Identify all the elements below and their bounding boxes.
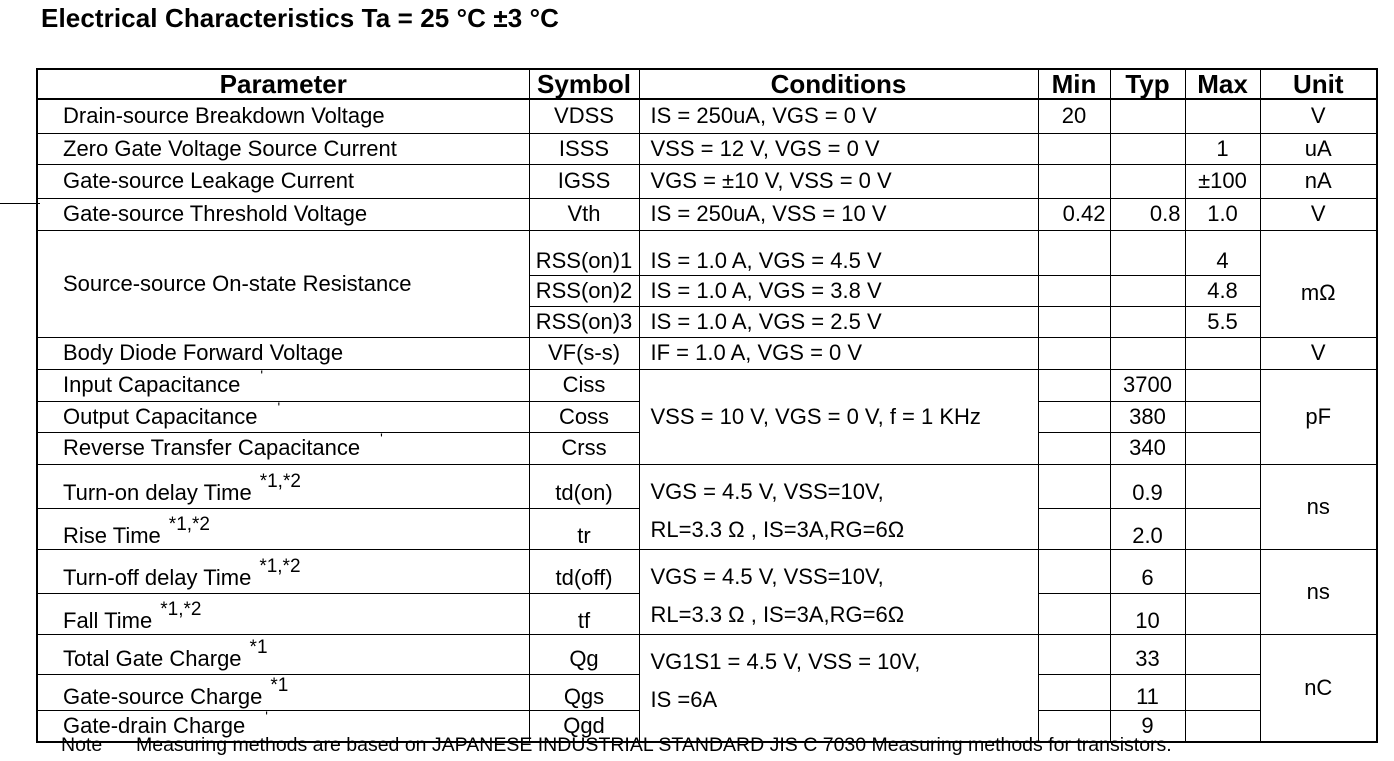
param-label: Input Capacitance xyxy=(63,372,241,397)
min-cell xyxy=(1038,306,1110,337)
param-cell xyxy=(37,464,529,509)
typ-cell: 10 xyxy=(1110,594,1185,634)
symbol-cell: RSS(on)3 xyxy=(529,306,639,337)
margin-rule xyxy=(0,203,40,204)
conditions-cell: IS = 250uA, VSS = 10 V xyxy=(639,198,1038,230)
max-cell: 4 xyxy=(1185,230,1260,275)
table-row xyxy=(37,337,1377,369)
param-cell: Body Diode Forward Voltage xyxy=(37,337,529,369)
symbol-cell: VDSS xyxy=(529,99,639,133)
unit-cell: pF xyxy=(1260,369,1377,464)
typ-cell: 340 xyxy=(1110,432,1185,464)
max-cell: 1.0 xyxy=(1185,198,1260,230)
footnote-mark: *1,*2 xyxy=(168,513,210,535)
symbol-cell: VF(s-s) xyxy=(529,337,639,369)
typ-cell: 9 xyxy=(1110,710,1185,742)
footnote-mark: *1,*2 xyxy=(259,556,301,578)
conditions-cell: VGS = ±10 V, VSS = 0 V xyxy=(639,164,1038,198)
param-cell xyxy=(37,369,529,401)
conditions-cell xyxy=(639,634,1038,742)
unit-cell: V xyxy=(1260,198,1377,230)
max-cell xyxy=(1185,99,1260,133)
footnote-mark: ' xyxy=(380,430,383,446)
conditions-cell: VSS = 12 V, VGS = 0 V xyxy=(639,133,1038,164)
param-cell: Gate-source Leakage Current xyxy=(37,164,529,198)
header-typ: Typ xyxy=(1110,69,1185,99)
max-cell xyxy=(1185,594,1260,634)
symbol-cell: Qgs xyxy=(529,674,639,710)
param-label: Output Capacitance xyxy=(63,403,258,429)
symbol-cell: IGSS xyxy=(529,164,639,198)
footnote-mark: ' xyxy=(260,367,264,383)
unit-cell: V xyxy=(1260,99,1377,133)
footnote-mark: *1,*2 xyxy=(160,598,202,620)
param-cell xyxy=(37,594,529,634)
min-cell xyxy=(1038,230,1110,275)
symbol-cell: td(on) xyxy=(529,464,639,509)
footnote-mark: *1 xyxy=(270,674,289,696)
typ-cell xyxy=(1110,306,1185,337)
conditions-line: VGS = 4.5 V, VSS=10V, xyxy=(650,563,884,589)
unit-cell: ns xyxy=(1260,549,1377,634)
typ-cell xyxy=(1110,99,1185,133)
symbol-cell: ISSS xyxy=(529,133,639,164)
table-row xyxy=(37,164,1377,198)
electrical-characteristics-table xyxy=(36,68,1378,743)
table-row xyxy=(37,549,1377,594)
footnote-label: Note xyxy=(61,734,103,756)
max-cell xyxy=(1185,549,1260,594)
max-cell: 1 xyxy=(1185,133,1260,164)
typ-cell: 3700 xyxy=(1110,369,1185,401)
max-cell xyxy=(1185,401,1260,432)
max-cell xyxy=(1185,710,1260,742)
param-label: Rise Time xyxy=(63,522,161,548)
footnote-text: Measuring methods are based on JAPANESE INDUSTRIAL STANDARD JIS C 7030 Measuring methods for transistors. xyxy=(136,734,1172,756)
symbol-cell: Ciss xyxy=(529,369,639,401)
footnote xyxy=(61,734,1172,757)
symbol-cell: td(off) xyxy=(529,549,639,594)
conditions-cell: IS = 1.0 A, VGS = 4.5 V xyxy=(639,230,1038,275)
param-cell xyxy=(37,398,529,432)
typ-cell: 380 xyxy=(1110,401,1185,432)
param-cell xyxy=(37,509,529,549)
max-cell xyxy=(1185,634,1260,674)
header-min: Min xyxy=(1038,69,1110,99)
param-label: Gate-source Charge xyxy=(63,683,263,709)
unit-cell: nC xyxy=(1260,634,1377,742)
max-cell xyxy=(1185,432,1260,464)
conditions-cell: IF = 1.0 A, VGS = 0 V xyxy=(639,337,1038,369)
conditions-cell: IS = 250uA, VGS = 0 V xyxy=(639,99,1038,133)
param-cell xyxy=(37,674,529,710)
typ-cell: 2.0 xyxy=(1110,509,1185,549)
param-label: Reverse Transfer Capacitance xyxy=(63,435,361,460)
symbol-cell: Vth xyxy=(529,198,639,230)
typ-cell xyxy=(1110,337,1185,369)
header-max: Max xyxy=(1185,69,1260,99)
conditions-cell: IS = 1.0 A, VGS = 3.8 V xyxy=(639,275,1038,306)
typ-cell: 0.8 xyxy=(1110,198,1185,230)
typ-cell xyxy=(1110,133,1185,164)
symbol-cell: RSS(on)1 xyxy=(529,230,639,275)
typ-cell: 33 xyxy=(1110,634,1185,674)
unit-cell: mΩ xyxy=(1260,230,1377,337)
footnote-mark: *1 xyxy=(249,636,268,658)
header-symbol: Symbol xyxy=(529,69,639,99)
footnote-mark: ' xyxy=(265,707,268,724)
min-cell xyxy=(1038,369,1110,401)
max-cell: ±100 xyxy=(1185,164,1260,198)
min-cell xyxy=(1038,164,1110,198)
unit-cell: V xyxy=(1260,337,1377,369)
conditions-cell: VSS = 10 V, VGS = 0 V, f = 1 KHz xyxy=(639,369,1038,464)
conditions-line: IS =6A xyxy=(650,686,718,712)
header-row xyxy=(37,69,1377,99)
conditions-cell xyxy=(639,464,1038,549)
conditions-cell: IS = 1.0 A, VGS = 2.5 V xyxy=(639,306,1038,337)
max-cell xyxy=(1185,509,1260,549)
min-cell xyxy=(1038,432,1110,464)
param-cell xyxy=(37,432,529,464)
min-cell xyxy=(1038,337,1110,369)
typ-cell: 0.9 xyxy=(1110,464,1185,509)
param-label: Total Gate Charge xyxy=(63,645,242,671)
min-cell xyxy=(1038,401,1110,432)
typ-cell xyxy=(1110,275,1185,306)
header-parameter: Parameter xyxy=(37,69,529,99)
symbol-cell: Coss xyxy=(529,401,639,432)
param-cell xyxy=(37,634,529,674)
min-cell xyxy=(1038,634,1110,674)
symbol-cell: tf xyxy=(529,594,639,634)
unit-cell: ns xyxy=(1260,464,1377,549)
max-cell xyxy=(1185,337,1260,369)
min-cell xyxy=(1038,594,1110,634)
max-cell xyxy=(1185,674,1260,710)
param-label: Fall Time xyxy=(63,607,153,633)
symbol-cell: Qg xyxy=(529,634,639,674)
table-row xyxy=(37,198,1377,230)
symbol-cell: tr xyxy=(529,509,639,549)
param-cell xyxy=(37,549,529,594)
table-row xyxy=(37,634,1377,674)
header-conditions: Conditions xyxy=(639,69,1038,99)
header-unit: Unit xyxy=(1260,69,1377,99)
typ-cell xyxy=(1110,230,1185,275)
conditions-line: VG1S1 = 4.5 V, VSS = 10V, xyxy=(650,648,921,674)
typ-cell xyxy=(1110,164,1185,198)
max-cell: 5.5 xyxy=(1185,306,1260,337)
max-cell xyxy=(1185,464,1260,509)
page-title: Electrical Characteristics Ta = 25 °C ±3 °C xyxy=(41,3,559,33)
param-cell: Drain-source Breakdown Voltage xyxy=(37,99,529,133)
param-label: Turn-off delay Time xyxy=(63,565,252,591)
footnote-mark: *1,*2 xyxy=(259,471,301,493)
table-row xyxy=(37,133,1377,164)
unit-cell: uA xyxy=(1260,133,1377,164)
max-cell: 4.8 xyxy=(1185,275,1260,306)
param-cell: Gate-source Threshold Voltage xyxy=(37,198,529,230)
symbol-cell: Crss xyxy=(529,432,639,464)
symbol-cell: RSS(on)2 xyxy=(529,275,639,306)
footnote-mark: ' xyxy=(277,398,281,415)
symbol-cell: Qgd xyxy=(529,710,639,742)
min-cell: 0.42 xyxy=(1038,198,1110,230)
typ-cell: 6 xyxy=(1110,549,1185,594)
table-row xyxy=(37,99,1377,133)
param-label: Gate-drain Charge xyxy=(63,712,246,738)
conditions-line: RL=3.3 Ω , IS=3A,RG=6Ω xyxy=(650,601,905,627)
min-cell xyxy=(1038,549,1110,594)
conditions-line: VGS = 4.5 V, VSS=10V, xyxy=(650,478,884,504)
typ-cell: 11 xyxy=(1110,674,1185,710)
min-cell xyxy=(1038,509,1110,549)
conditions-line: RL=3.3 Ω , IS=3A,RG=6Ω xyxy=(650,516,905,542)
table-row xyxy=(37,230,1377,275)
table-row xyxy=(37,369,1377,401)
param-cell: Zero Gate Voltage Source Current xyxy=(37,133,529,164)
conditions-cell xyxy=(639,549,1038,634)
min-cell: 20 xyxy=(1038,99,1110,133)
param-label: Turn-on delay Time xyxy=(63,480,252,506)
min-cell xyxy=(1038,674,1110,710)
param-cell: Source-source On-state Resistance xyxy=(37,230,529,337)
min-cell xyxy=(1038,464,1110,509)
unit-cell: nA xyxy=(1260,164,1377,198)
min-cell xyxy=(1038,275,1110,306)
min-cell xyxy=(1038,133,1110,164)
max-cell xyxy=(1185,369,1260,401)
table-row xyxy=(37,464,1377,509)
